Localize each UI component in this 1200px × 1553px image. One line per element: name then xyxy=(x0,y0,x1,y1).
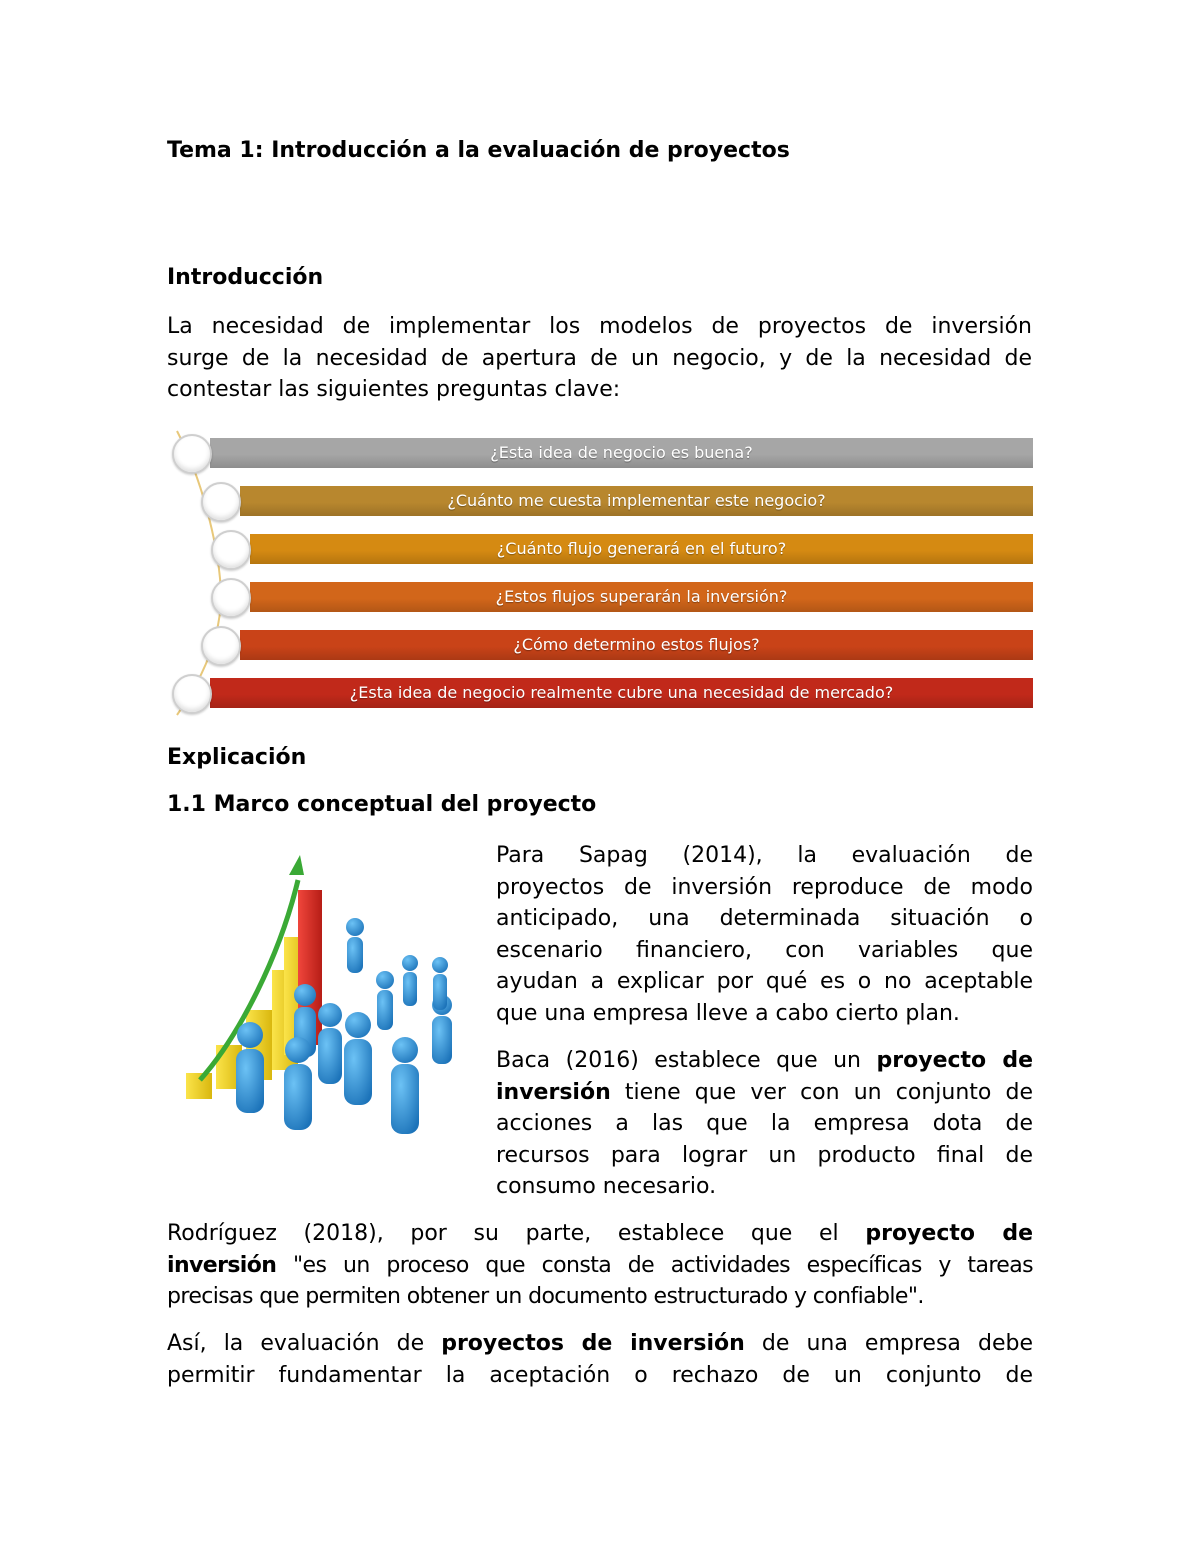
rodriguez-paragraph xyxy=(167,1218,1033,1313)
rodriguez-bold-term: proyecto de xyxy=(865,1221,1033,1246)
baca-bold-term: inversión xyxy=(496,1079,611,1105)
sapag-line: que una empresa lleve a cabo cierto plan. xyxy=(496,1000,960,1026)
section-heading: 1.1 Marco conceptual del proyecto xyxy=(167,792,597,817)
question-bullet xyxy=(201,482,241,522)
page-title: Tema 1: Introducción a la evaluación de proyectos xyxy=(167,138,790,163)
rodriguez-bold-term: inversión xyxy=(167,1252,277,1278)
question-bullet xyxy=(172,434,212,474)
question-text: ¿Cuánto flujo generará en el futuro? xyxy=(496,539,787,558)
baca-line xyxy=(496,1045,1033,1077)
rodriguez-text: "es un proceso que consta de actividades específicas y tareas xyxy=(293,1252,1033,1278)
rodriguez-text: Rodríguez (2018), por su parte, establece que el xyxy=(167,1221,839,1246)
growth-chart-people-illustration xyxy=(180,845,470,1155)
asi-line xyxy=(167,1328,1033,1360)
intro-line: contestar las siguientes preguntas clave: xyxy=(167,377,621,402)
question-bullet xyxy=(211,530,251,570)
asi-paragraph xyxy=(167,1328,1033,1391)
question-text: ¿Cómo determino estos flujos? xyxy=(513,635,760,654)
asi-text: Así, la evaluación de xyxy=(167,1331,425,1356)
question-text: ¿Estos flujos superarán la inversión? xyxy=(495,587,788,606)
question-bar xyxy=(250,534,1033,564)
baca-line: acciones a las que la empresa dota de xyxy=(496,1111,1033,1136)
intro-line: La necesidad de implementar los modelos de proyectos de inversión xyxy=(167,314,1032,339)
question-bar xyxy=(210,438,1033,468)
rodriguez-line: precisas que permiten obtener un documento estructurado y confiable". xyxy=(167,1284,924,1309)
question-bullet xyxy=(172,674,212,714)
question-text: ¿Esta idea de negocio es buena? xyxy=(490,443,753,462)
question-text: ¿Cuánto me cuesta implementar este negocio? xyxy=(447,491,826,510)
question-bar xyxy=(240,486,1033,516)
sapag-paragraph xyxy=(496,840,1033,1029)
baca-text: Baca (2016) establece que un xyxy=(496,1048,861,1073)
explanation-heading: Explicación xyxy=(167,745,307,770)
baca-paragraph xyxy=(496,1045,1033,1203)
intro-paragraph xyxy=(167,311,1032,406)
baca-line xyxy=(496,1077,1033,1109)
asi-text: de una empresa debe xyxy=(761,1331,1033,1356)
sapag-line: proyectos de inversión reproduce de modo xyxy=(496,874,1033,900)
questions-diagram xyxy=(165,425,1040,720)
sapag-line: Para Sapag (2014), la evaluación de xyxy=(496,843,1033,868)
question-bullet xyxy=(211,578,251,618)
question-bullet xyxy=(201,626,241,666)
question-bar xyxy=(210,678,1033,708)
sapag-line: ayudan a explicar por qué es o no aceptable xyxy=(496,969,1033,994)
rodriguez-line xyxy=(167,1218,1033,1250)
question-bar xyxy=(250,582,1033,612)
sapag-line: anticipado, una determinada situación o xyxy=(496,906,1033,931)
sapag-line: escenario financiero, con variables que xyxy=(496,937,1033,963)
intro-line: surge de la necesidad de apertura de un negocio, y de la necesidad de xyxy=(167,345,1032,371)
question-bar xyxy=(240,630,1033,660)
baca-text: tiene que ver con un conjunto de xyxy=(624,1079,1033,1105)
asi-bold-term: proyectos de inversión xyxy=(441,1331,745,1356)
baca-bold-term: proyecto de xyxy=(876,1048,1033,1073)
rodriguez-line xyxy=(167,1250,1033,1282)
baca-line: consumo necesario. xyxy=(496,1174,717,1199)
connector-curve xyxy=(165,425,245,720)
question-text: ¿Esta idea de negocio realmente cubre una necesidad de mercado? xyxy=(349,683,894,702)
asi-line: permitir fundamentar la aceptación o rechazo de un conjunto de xyxy=(167,1362,1033,1388)
baca-line: recursos para lograr un producto final de xyxy=(496,1142,1033,1168)
intro-heading: Introducción xyxy=(167,265,324,290)
